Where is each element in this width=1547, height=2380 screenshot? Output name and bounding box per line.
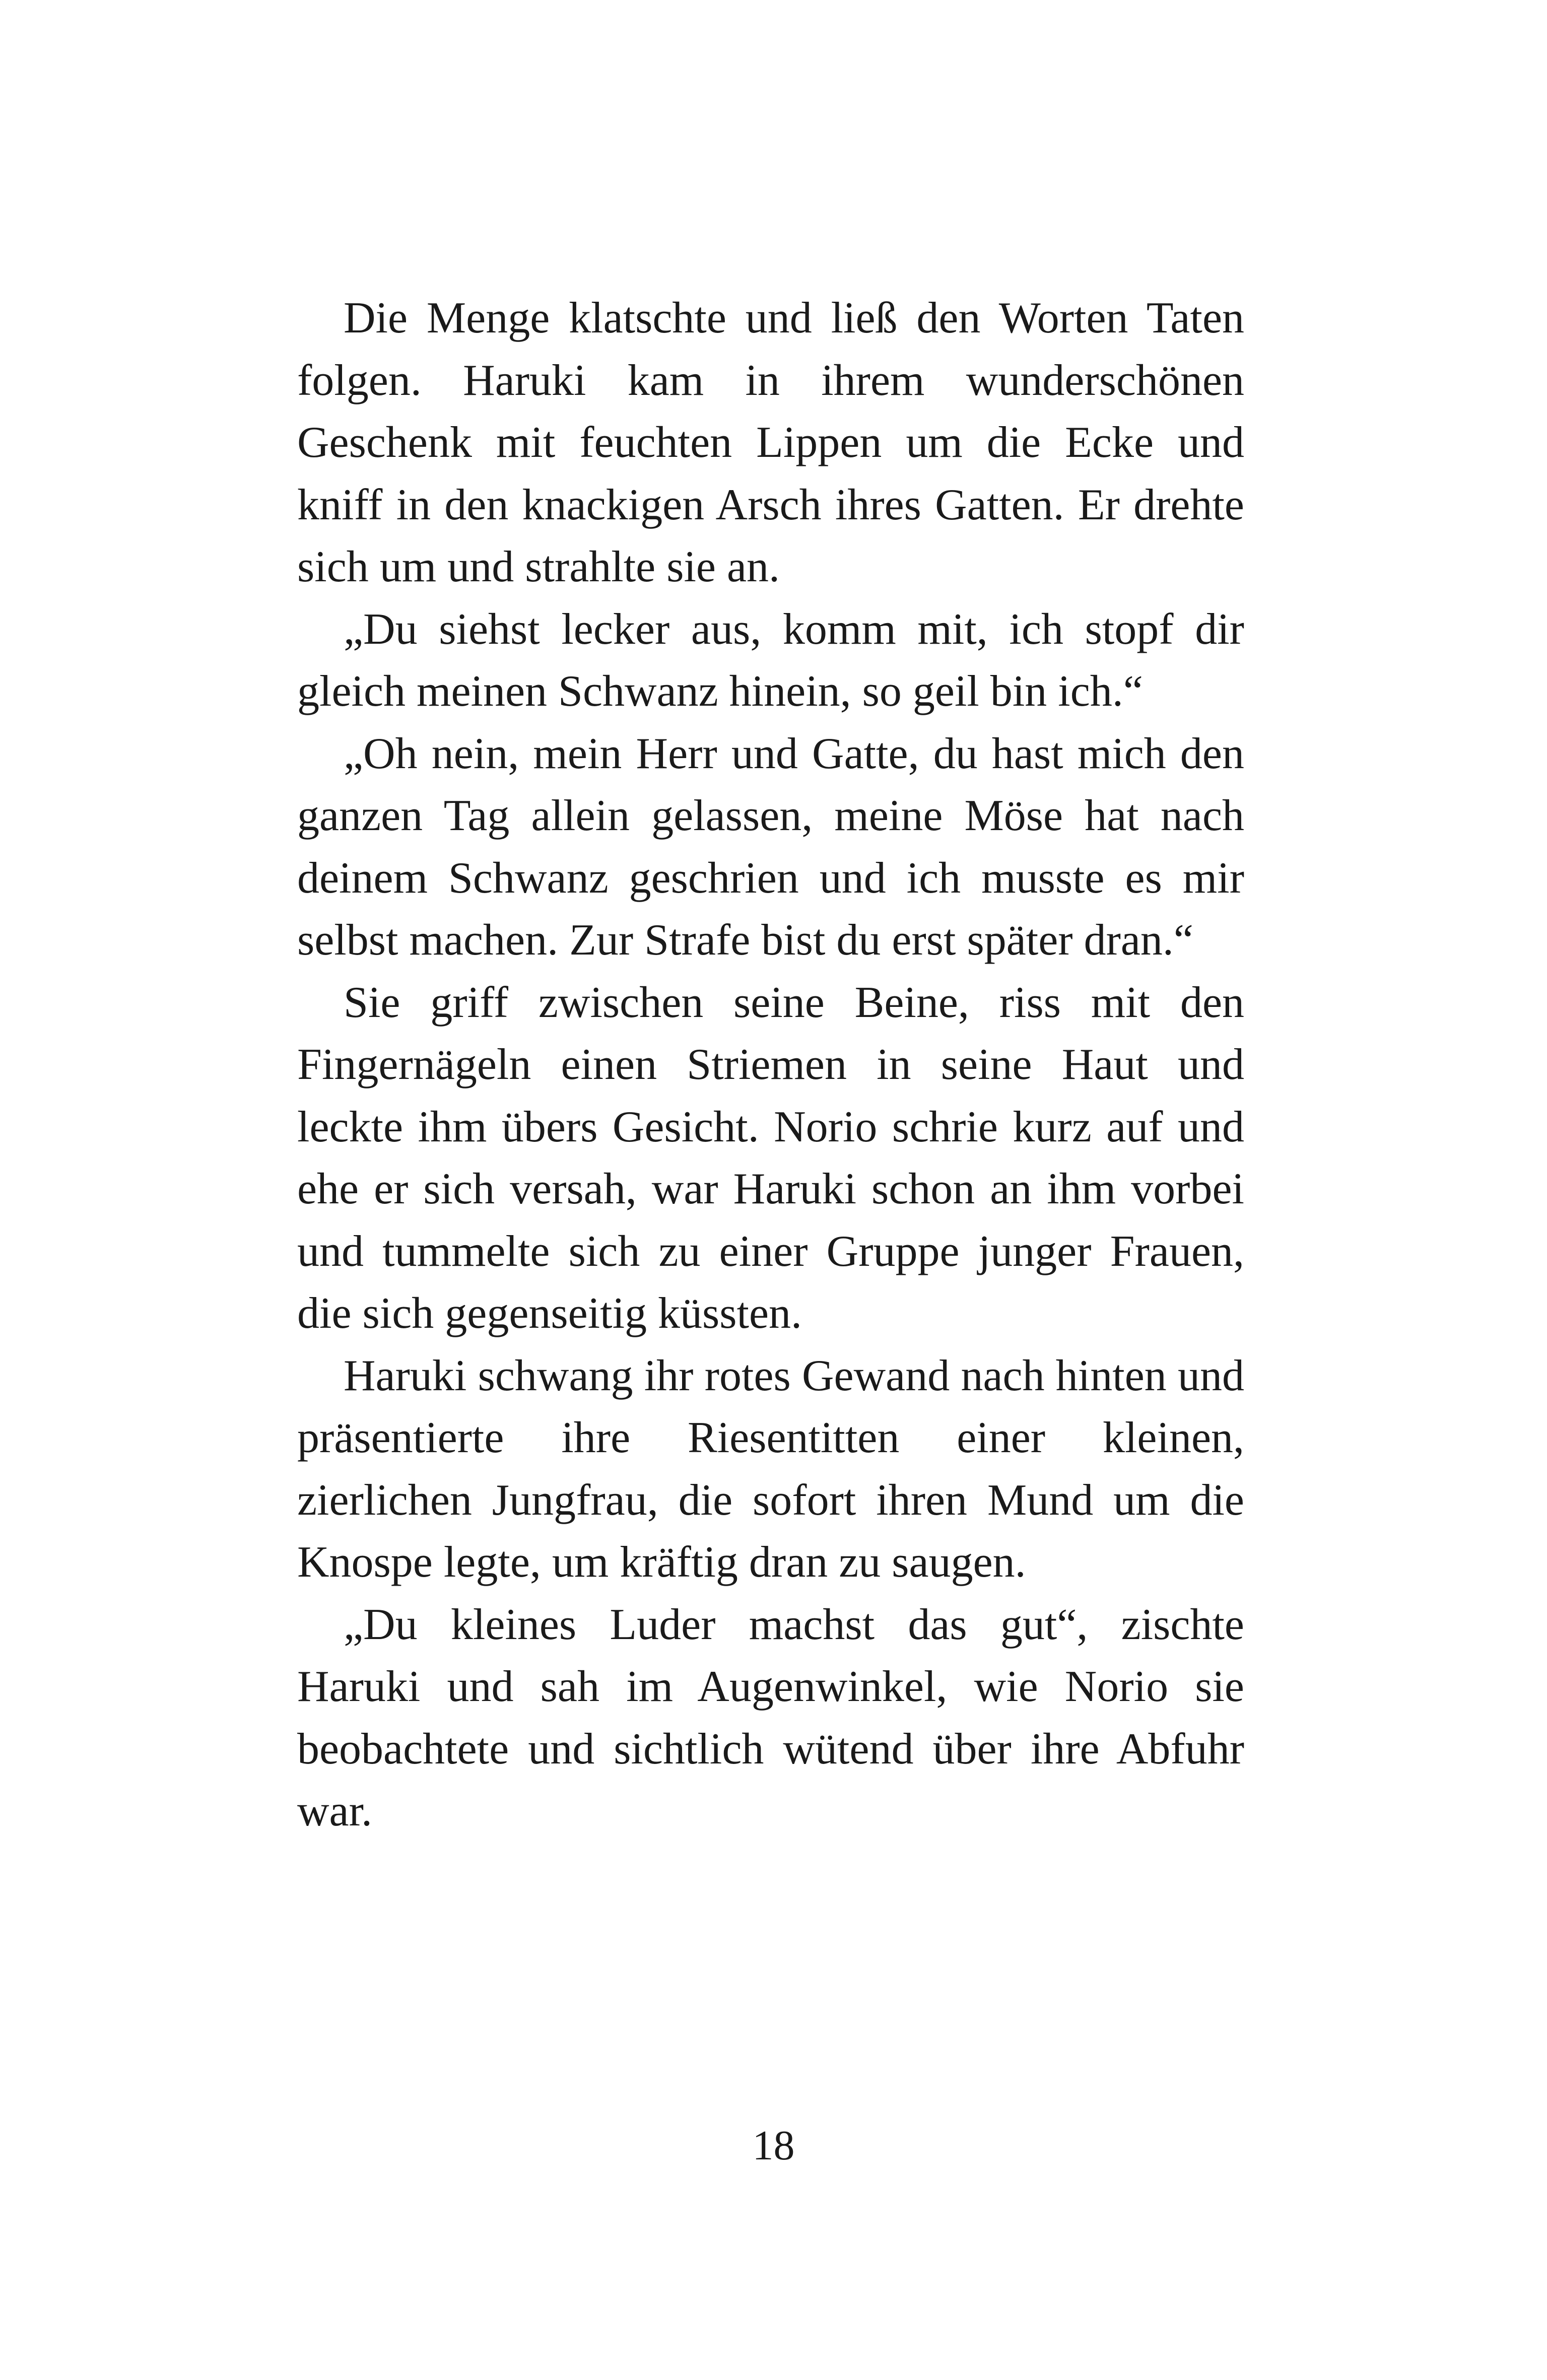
paragraph: Sie griff zwischen seine Beine, riss mit den Fingernägeln einen Striemen in seine Haut und leckte ihm übers Gesicht. Norio schrie kurz auf und ehe er sich versah, war Haruki schon an ihm vorbei und tummelte sich zu einer Gruppe junger Frauen, die sich gegenseitig küssten.: [297, 978, 1244, 1338]
body-text: [297, 287, 1244, 1843]
paragraph: „Du siehst lecker aus, komm mit, ich stopf dir gleich meinen Schwanz hinein, so geil bin ich.“: [297, 604, 1244, 716]
paragraph: „Du kleines Luder machst das gut“, zischte Haruki und sah im Augenwinkel, wie Norio sie beobachtete und sichtlich wütend über ihre Abfuhr war.: [297, 1600, 1244, 1835]
paragraph: Die Menge klatschte und ließ den Worten Taten folgen. Haruki kam in ihrem wunderschönen Geschenk mit feuchten Lippen um die Ecke und kniff in den knackigen Arsch ihres Gatten. Er drehte sich um und strahlte sie an.: [297, 294, 1244, 591]
page-number: 18: [752, 2122, 795, 2169]
paragraph: „Oh nein, mein Herr und Gatte, du hast mich den ganzen Tag allein gelassen, meine Möse hat nach deinem Schwanz geschrien und ich musste es mir selbst machen. Zur Strafe bist du erst später dran.“: [297, 729, 1244, 965]
paragraph: Haruki schwang ihr rotes Gewand nach hinten und präsentierte ihre Riesentitten einer kleinen, zierlichen Jungfrau, die sofort ihren Mund um die Knospe legte, um kräftig dran zu saugen.: [297, 1351, 1244, 1587]
